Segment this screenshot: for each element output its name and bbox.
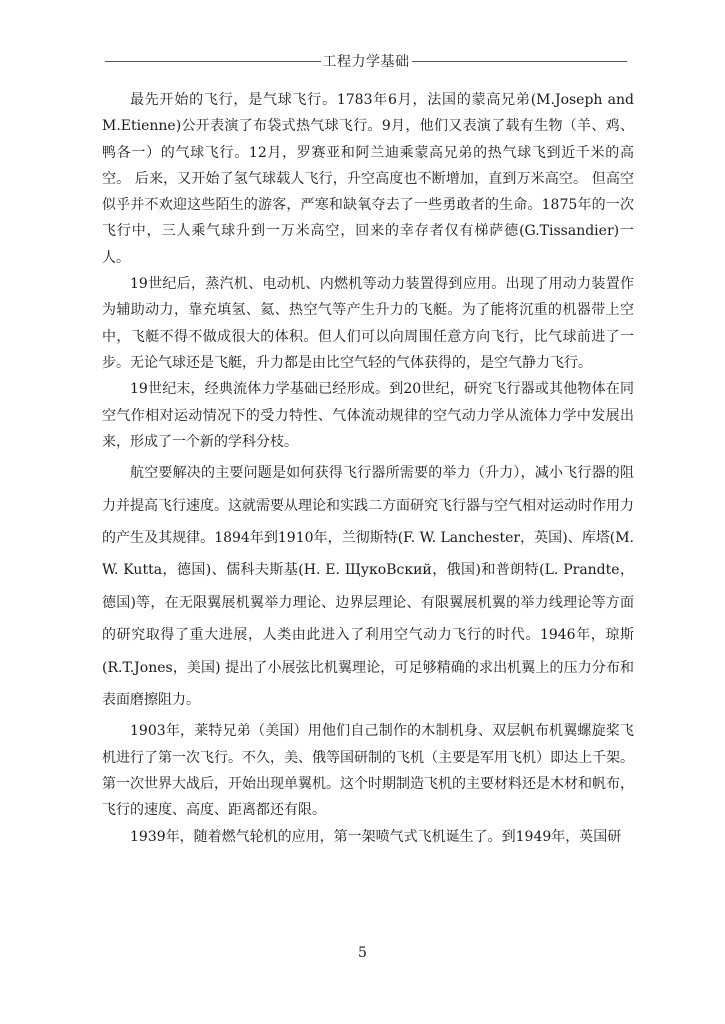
running-header: [105, 51, 627, 71]
paragraph-lift-theory: 航空要解决的主要问题是如何获得飞行器所需要的举力（升力），减小飞行器的阻力并提高飞行速度。这就需要从理论和实践二方面研究飞行器与空气相对运动时作用力的产生及其规律。1894年到1910年，兰彻斯特(F. W. Lanchester，英国)、库塔(M. W. Kutta，德国)、儒科夫斯基(H. E. ЩукоBский，俄国)和普朗特(L. Prandte，德国)等，在无限翼展机翼举力理论、边界层理论、有限翼展机翼的举力线理论等方面的研究取得了重大进展，人类由此进入了利用空气动力飞行的时代。1946年，琼斯(R.T.Jones，美国) 提出了小展弦比机翼理论，可足够精确的求出机翼上的压力分布和表面磨擦阻力。: [102, 465, 634, 708]
paragraph-wright-brothers: 1903年，莱特兄弟（美国）用他们自己制作的木制机身、双层帆布机翼螺旋桨飞机进行了第一次飞行。不久，美、俄等国研制的飞机（主要是军用飞机）即达上千架。第一次世界大战后，开始出现单翼机。这个时期制造飞机的主要材料还是木材和帆布，飞行的速度、高度、距离都还有限。: [102, 723, 634, 819]
paragraph-airships: 19世纪后，蒸汽机、电动机、内燃机等动力装置得到应用。出现了用动力装置作为辅助动力，靠充填氢、氦、热空气等产生升力的飞艇。为了能将沉重的机器带上空中，飞艇不得不做成很大的体积。但人们可以向周围任意方向飞行，比气球前进了一步。无论气球还是飞艇，升力都是由比空气轻的气体获得的，是空气静力飞行。: [102, 276, 634, 371]
page-number: 5: [358, 945, 367, 961]
paragraph-jet-aircraft: 1939年，随着燃气轮机的应用，第一架喷气式飞机诞生了。到1949年，英国研: [130, 828, 622, 845]
header-title: 工程力学基础: [322, 54, 410, 70]
header-rule-left: [105, 61, 321, 62]
header-rule-right: [412, 61, 628, 62]
paragraph-aerodynamics: 19世纪末，经典流体力学基础已经形成。到20世纪，研究飞行器或其他物体在同空气作相对运动情况下的受力特性、气体流动规律的空气动力学从流体力学中发展出来，形成了一个新的学科分枝。: [102, 381, 634, 450]
body-text: [102, 87, 634, 850]
paragraph-balloon-flight: 最先开始的飞行，是气球飞行。1783年6月，法国的蒙高兄弟(M.Joseph and M.Etienne)公开表演了布袋式热气球飞行。9月，他们又表演了载有生物（羊、鸡、鸭各一）的气球飞行。12月，罗赛亚和阿兰迪乘蒙高兄弟的热气球飞到近千米的高空。 后来，又开始了氢气球载人飞行，升空高度也不断增加，直到万米高空。 但高空似乎并不欢迎这些陌生的游客，严寒和缺氧夺去了一些勇敢者的生命。1875年的一次飞行中，三人乘气球升到一万米高空，回来的幸存者仅有梯萨德(G.Tissandier)一人。: [102, 92, 634, 266]
